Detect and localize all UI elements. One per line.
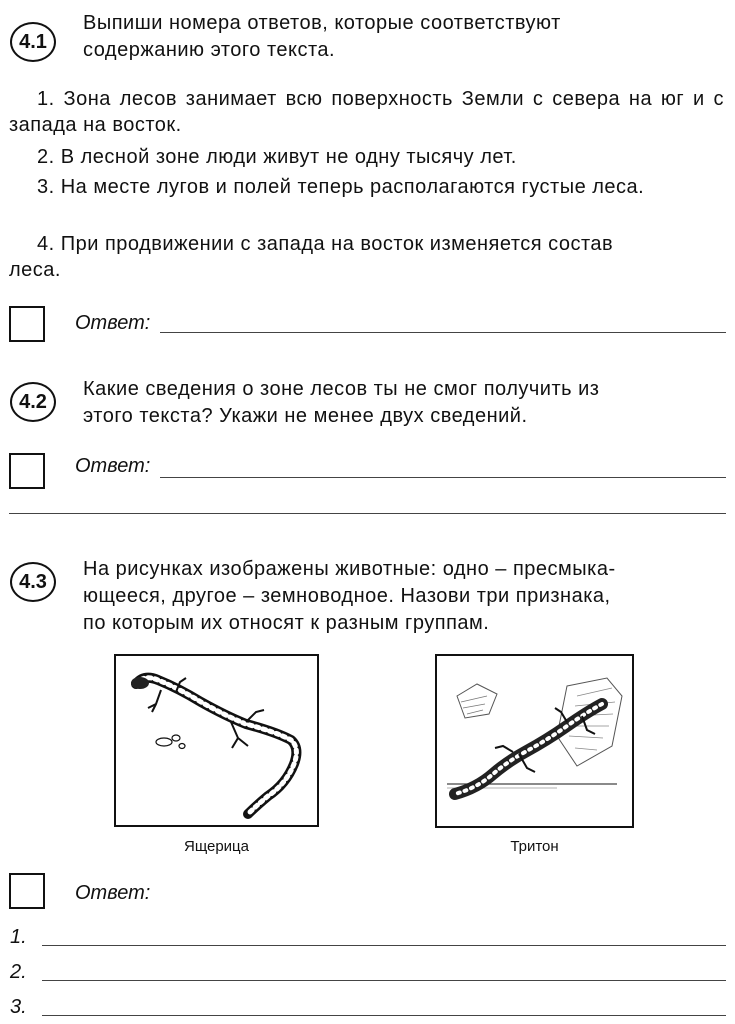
question-prompt-4-2 (83, 376, 728, 430)
prompt-line: ющееся, другое – земноводное. Назови три признака, (83, 585, 611, 607)
prompt-line: содержанию этого текста. (83, 39, 336, 61)
score-checkbox-4-2[interactable] (9, 453, 45, 489)
statement-1: 1. Зона лесов занимает всю поверхность Земли с севера на юг и с запада на восток. (9, 88, 724, 136)
prompt-line: по которым их относят к разным группам. (83, 612, 490, 634)
question-number-badge-4-3 (10, 562, 56, 602)
question-number-badge-4-1 (10, 22, 56, 62)
question-number: 4.2 (19, 390, 47, 413)
answer-line-4-3-1[interactable] (42, 945, 726, 946)
statement-4: 4. При продвижении с запада на восток изменяется состав леса. (9, 233, 614, 281)
prompt-line: На рисунках изображены животные: одно – пресмыка- (83, 558, 616, 580)
question-prompt-4-3 (83, 556, 728, 637)
question-number: 4.3 (19, 570, 47, 593)
answer-line-4-3-3[interactable] (42, 1015, 726, 1016)
answer-number-1: 1. (10, 926, 27, 948)
answer-number-3: 3. (10, 996, 27, 1018)
answer-label-4-1: Ответ: (75, 312, 151, 334)
newt-illustration (437, 656, 632, 826)
answer-line-4-1[interactable] (160, 332, 726, 333)
newt-picture (435, 654, 634, 828)
lizard-picture (114, 654, 319, 827)
prompt-line: Какие сведения о зоне лесов ты не смог получить из (83, 378, 600, 400)
question-number-badge-4-2 (10, 382, 56, 422)
lizard-illustration (116, 656, 317, 825)
statement-2: 2. В лесной зоне люди живут не одну тысячу лет. (37, 146, 517, 168)
answer-line-4-3-2[interactable] (42, 980, 726, 981)
newt-caption: Тритон (510, 838, 559, 855)
prompt-line: этого текста? Укажи не менее двух сведений. (83, 405, 528, 427)
score-checkbox-4-1[interactable] (9, 306, 45, 342)
question-number: 4.1 (19, 30, 47, 53)
score-checkbox-4-3[interactable] (9, 873, 45, 909)
answer-label-4-3: Ответ: (75, 882, 151, 904)
prompt-line: Выпиши номера ответов, которые соответствуют (83, 12, 561, 34)
answer-number-2: 2. (10, 961, 27, 983)
lizard-caption: Ящерица (183, 838, 249, 855)
answer-line-4-2b[interactable] (9, 513, 726, 514)
question-prompt-4-1 (83, 10, 723, 64)
answer-label-4-2: Ответ: (75, 455, 151, 477)
statement-3: 3. На месте лугов и полей теперь располагаются густые леса. (37, 176, 645, 198)
answer-line-4-2a[interactable] (160, 477, 726, 478)
